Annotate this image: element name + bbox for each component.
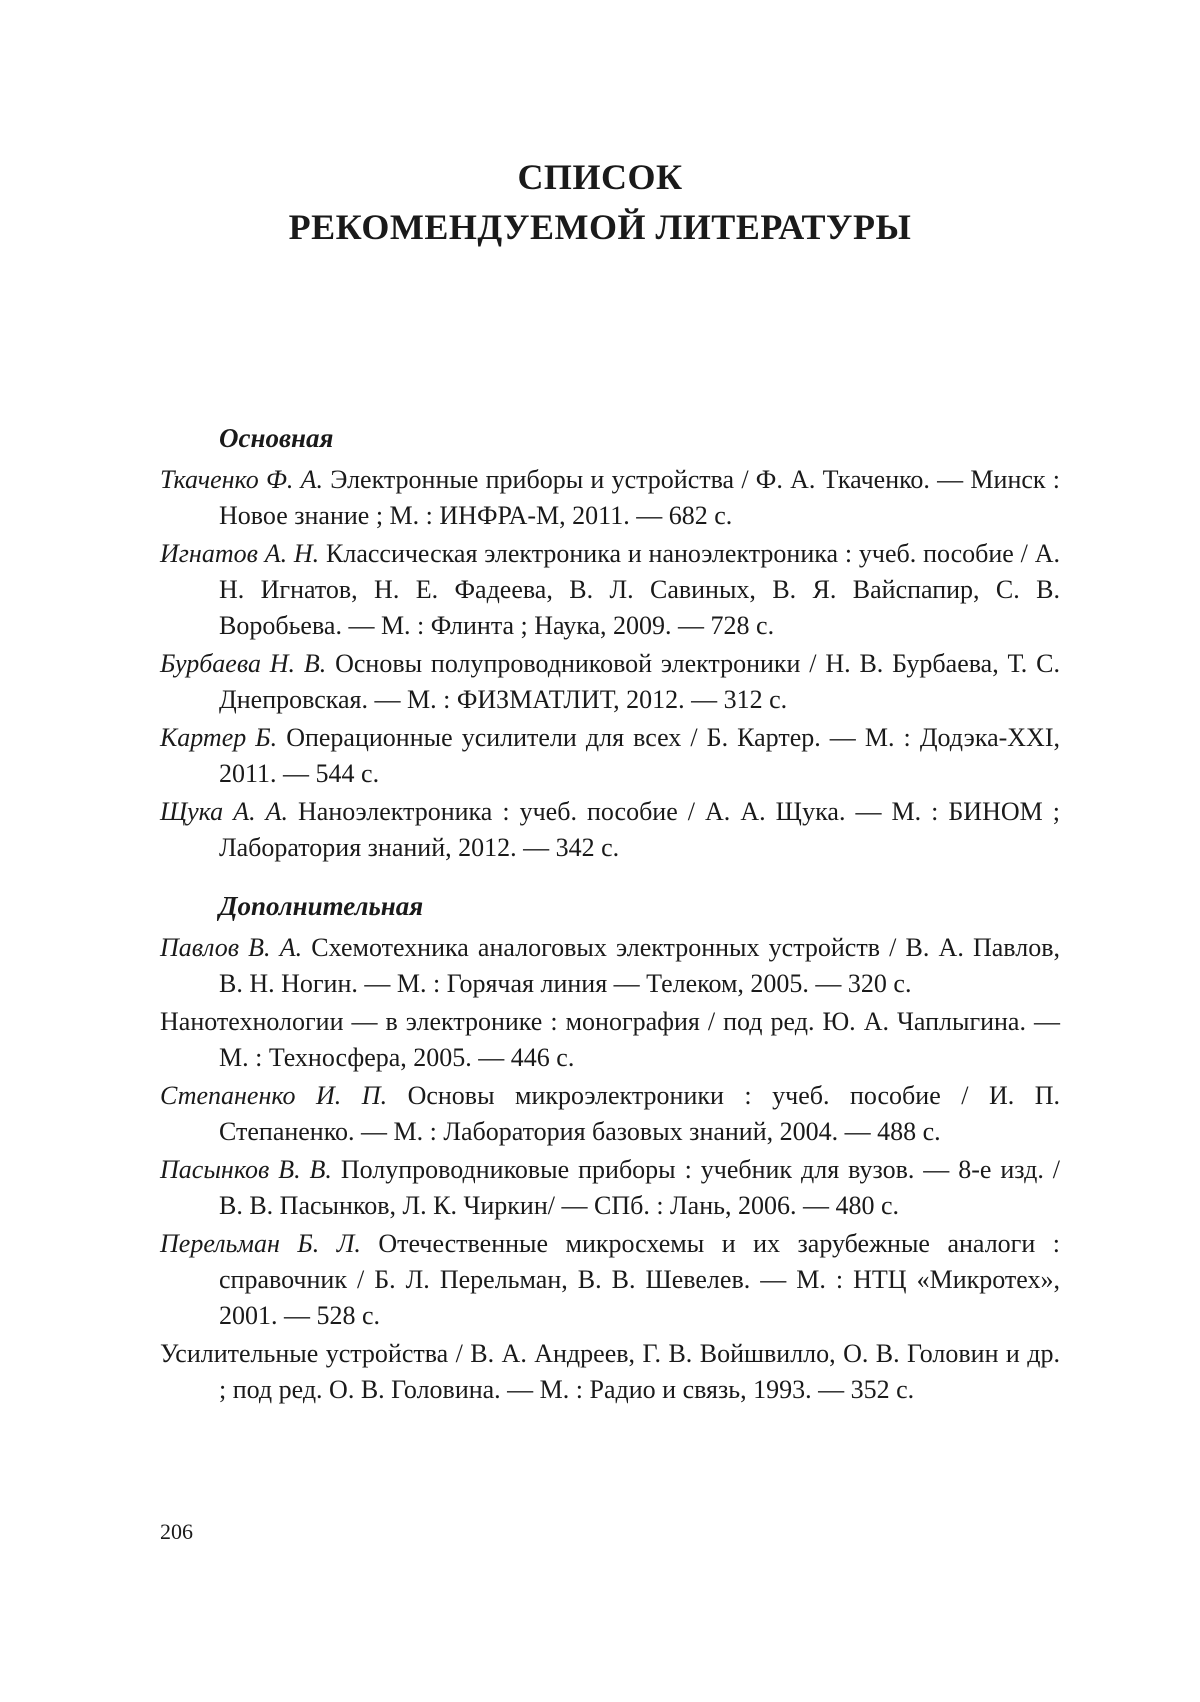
- reference-author: Картер Б.: [160, 723, 277, 752]
- reference-author: Щука А. А.: [160, 797, 288, 826]
- section-heading-additional: Дополнительная: [160, 888, 1060, 924]
- reference-author: Степаненко И. П.: [160, 1081, 387, 1110]
- reference-item: [160, 1078, 1060, 1150]
- reference-text: Нанотехнологии — в электронике : монография / под ред. Ю. А. Чаплыгина. — М. : Техносфера, 2005. — 446 с.: [160, 1007, 1060, 1072]
- section-heading-main: Основная: [160, 420, 1060, 456]
- reference-text: Отечественные микросхемы и их зарубежные аналоги : справочник / Б. Л. Перельман, В. В. Шевелев. — М. : НТЦ «Микротех», 2001. — 528 с.: [219, 1229, 1060, 1330]
- document-page: [0, 0, 1200, 1702]
- reference-item: [160, 536, 1060, 644]
- reference-item: [160, 794, 1060, 866]
- reference-item: [160, 1226, 1060, 1334]
- reference-item: [160, 1004, 1060, 1076]
- reference-author: Игнатов А. Н.: [160, 539, 319, 568]
- reference-author: Перельман Б. Л.: [160, 1229, 361, 1258]
- reference-item: [160, 930, 1060, 1002]
- reference-text: Полупроводниковые приборы : учебник для вузов. — 8-е изд. / В. В. Пасынков, Л. К. Чиркин/ — СПб. : Лань, 2006. — 480 с.: [219, 1155, 1060, 1220]
- reference-item: [160, 1152, 1060, 1224]
- reference-text: Наноэлектроника : учеб. пособие / А. А. Щука. — М. : БИНОМ ; Лаборатория знаний, 2012. — 342 с.: [219, 797, 1060, 862]
- reference-author: Ткаченко Ф. А.: [160, 465, 323, 494]
- reference-author: Павлов В. А.: [160, 933, 302, 962]
- reference-text: Операционные усилители для всех / Б. Картер. — М. : Додэка-XXI, 2011. — 544 с.: [219, 723, 1060, 788]
- bibliography: [160, 420, 1060, 1410]
- reference-author: Пасынков В. В.: [160, 1155, 332, 1184]
- page-title: [0, 152, 1200, 252]
- reference-text: Классическая электроника и наноэлектроника : учеб. пособие / А. Н. Игнатов, Н. Е. Фадеева, В. Л. Савиных, В. Я. Вайспапир, С. В. Воробьева. — М. : Флинта ; Наука, 2009. — 728 с.: [219, 539, 1060, 640]
- reference-author: Бурбаева Н. В.: [160, 649, 326, 678]
- reference-item: [160, 1336, 1060, 1408]
- reference-item: [160, 646, 1060, 718]
- title-line-1: СПИСОК: [0, 152, 1200, 202]
- reference-item: [160, 462, 1060, 534]
- reference-text: Основы микроэлектроники : учеб. пособие / И. П. Степаненко. — М. : Лаборатория базовых знаний, 2004. — 488 с.: [219, 1081, 1060, 1146]
- reference-item: [160, 720, 1060, 792]
- reference-text: Электронные приборы и устройства / Ф. А. Ткаченко. — Минск : Новое знание ; М. : ИНФРА-М, 2011. — 682 с.: [219, 465, 1060, 530]
- reference-text: Усилительные устройства / В. А. Андреев, Г. В. Войшвилло, О. В. Головин и др. ; под ред. О. В. Головина. — М. : Радио и связь, 1993. — 352 с.: [160, 1339, 1060, 1404]
- reference-text: Основы полупроводниковой электроники / Н. В. Бурбаева, Т. С. Днепровская. — М. : ФИЗМАТЛИТ, 2012. — 312 с.: [219, 649, 1060, 714]
- page-number: 206: [160, 1518, 193, 1546]
- reference-text: Схемотехника аналоговых электронных устройств / В. А. Павлов, В. Н. Ногин. — М. : Горячая линия — Телеком, 2005. — 320 с.: [219, 933, 1060, 998]
- title-line-2: РЕКОМЕНДУЕМОЙ ЛИТЕРАТУРЫ: [0, 202, 1200, 252]
